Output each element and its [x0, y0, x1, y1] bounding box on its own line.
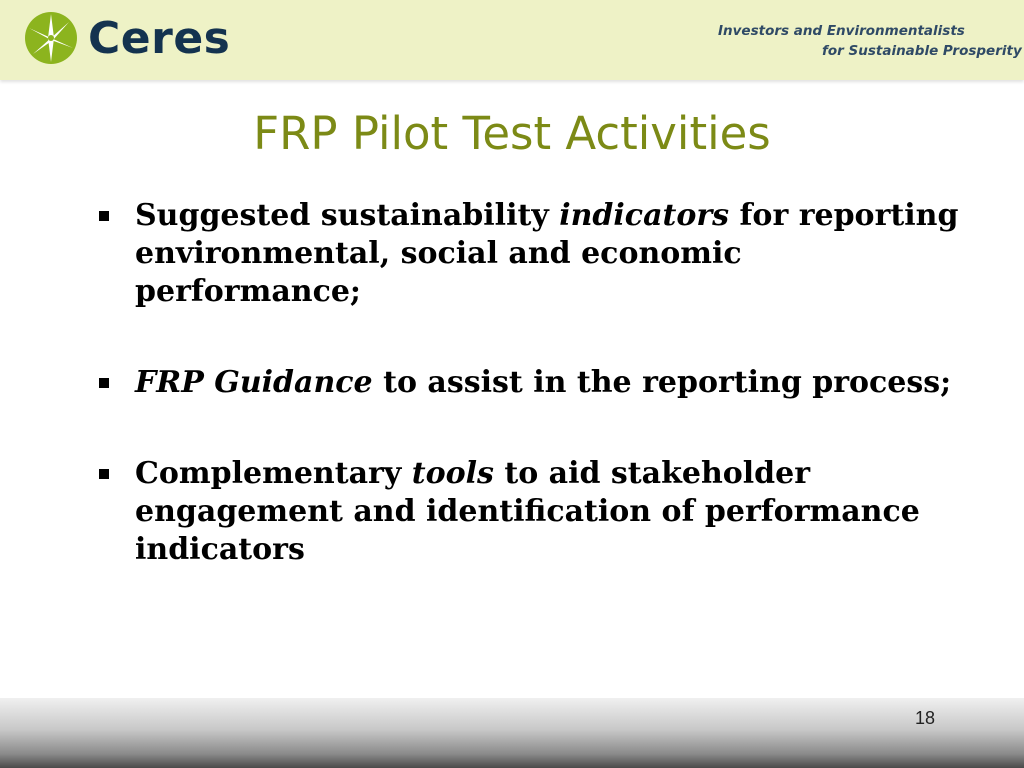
page-number: 18 [914, 708, 936, 728]
tagline-line-2: for Sustainable Prosperity [822, 43, 1022, 59]
bullet-item-tools [97, 455, 977, 569]
square-bullet-icon [99, 211, 109, 221]
logo-wordmark: Ceres [88, 13, 231, 64]
bullet-item-guidance [97, 364, 977, 402]
slide-title: FRP Pilot Test Activities [253, 107, 771, 160]
square-bullet-icon [99, 469, 109, 479]
bullet-item-indicators [97, 197, 977, 311]
bullet-text-before: Suggested sustainability [135, 198, 560, 233]
footer-band [0, 698, 1024, 768]
bullet-emphasis: indicators [559, 198, 730, 233]
bullet-text-after: to assist in the reporting process; [372, 365, 952, 400]
square-bullet-icon [99, 378, 109, 388]
header-band [0, 0, 1024, 80]
ceres-logo-icon [23, 10, 79, 66]
tagline-line-1: Investors and Environmentalists [718, 23, 965, 39]
bullet-list [97, 197, 977, 569]
bullet-emphasis: FRP Guidance [135, 365, 373, 400]
bullet-text-after: for reporting environmental, social and economic performance; [135, 198, 959, 309]
bullet-text-before: Complementary [135, 456, 412, 491]
bullet-emphasis: tools [411, 456, 494, 491]
bullet-text-after: to aid stakeholder engagement and identification of performance indicators [135, 456, 920, 567]
